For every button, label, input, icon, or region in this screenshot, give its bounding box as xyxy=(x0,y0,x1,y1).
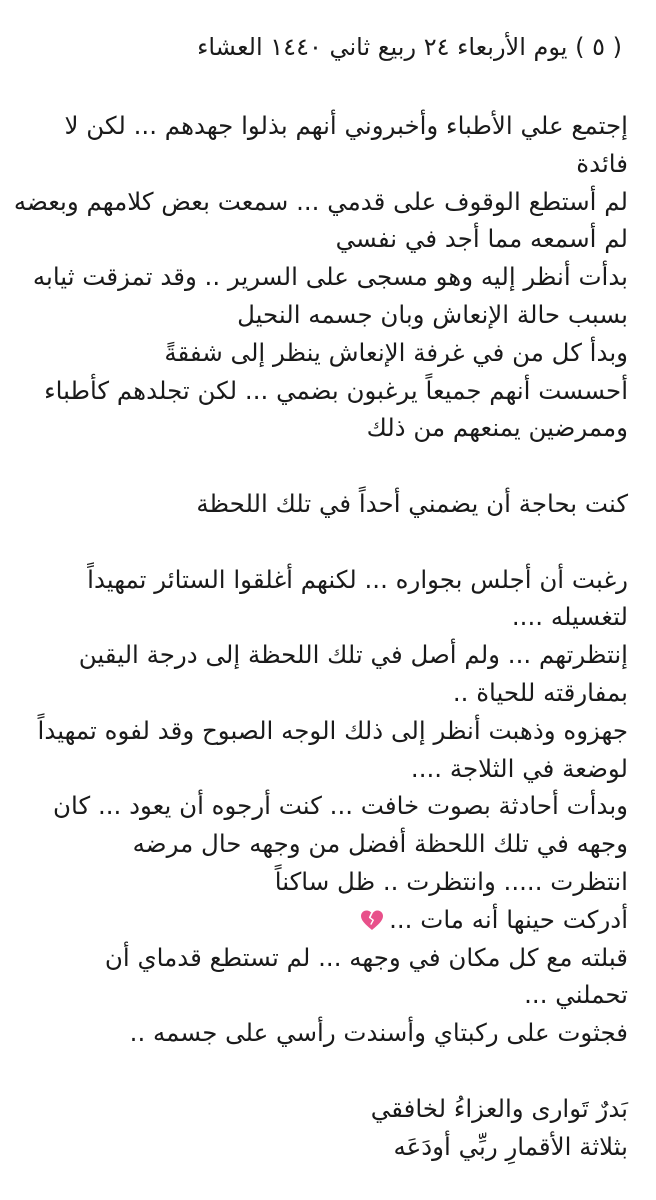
text-line: لم أسمعه مما أجد في نفسي xyxy=(335,224,628,254)
text-line: وبدأت أحادثة بصوت خافت ... كنت أرجوه أن يعود ... كان xyxy=(53,791,628,821)
text-line: بسبب حالة الإنعاش وبان جسمه النحيل xyxy=(237,299,628,329)
text-line: لوضعة في الثلاجة .... xyxy=(410,753,628,783)
text-line: لم أستطع الوقوف على قدمي ... سمعت بعض كلامهم وبعضه xyxy=(13,186,628,216)
paragraph-gap xyxy=(26,447,628,485)
text-line: وممرضين يمنعهم من ذلك xyxy=(366,413,628,443)
broken-heart-icon xyxy=(359,909,385,931)
text-line: أدركت حينها أنه مات ... xyxy=(389,904,628,934)
text-line: جهزوه وذهبت أنظر إلى ذلك الوجه الصبوح وقد لفوه تمهيداً xyxy=(37,715,628,745)
text-line: انتظرت ..... وانتظرت .. ظل ساكناً xyxy=(274,866,628,896)
poem-line: بَدرٌ تَوارى والعزاءُ لخافقي xyxy=(370,1093,628,1123)
text-line: إجتمع علي الأطباء وأخبروني أنهم بذلوا جهدهم ... لكن لا xyxy=(64,111,628,140)
text-line: بمفارقته للحياة .. xyxy=(452,677,628,707)
text-line: بدأت أنظر إليه وهو مسجى على السرير .. وقد تمزقت ثيابه xyxy=(32,262,628,292)
paragraph-gap xyxy=(26,523,628,561)
text-line: فائدة xyxy=(576,148,628,178)
text-line-with-icon xyxy=(26,901,628,939)
text-line: لتغسيله .... xyxy=(511,602,628,632)
text-line: فجثوت على ركبتاي وأسندت رأسي على جسمه .. xyxy=(129,1018,628,1048)
text-line: تحملني ... xyxy=(524,980,628,1010)
text-line: أحسست أنهم جميعاً يرغبون بضمي ... لكن تجلدهم كأطباء xyxy=(44,375,628,405)
text-line: إنتظرتهم ... ولم أصل في تلك اللحظة إلى درجة اليقين xyxy=(78,640,628,670)
text-line: وبدأ كل من في غرفة الإنعاش ينظر إلى شفقةً xyxy=(164,337,628,367)
text-line: كنت بحاجة أن يضمني أحداً في تلك اللحظة xyxy=(196,488,628,518)
text-line: وجهه في تلك اللحظة أفضل من وجهه حال مرضه xyxy=(132,829,628,859)
note-body xyxy=(13,107,628,1165)
text-line: قبلته مع كل مكان في وجهه ... لم تستطع قدماي أن xyxy=(104,942,628,972)
poem-line: بثلاثة الأقمارِ ربِّي أودَعَه xyxy=(393,1131,628,1161)
text-line: رغبت أن أجلس بجواره ... لكنهم أغلقوا الستائر تمهيداً xyxy=(87,564,628,594)
note-header: ( ٥ ) يوم الأربعاء ٢٤ ربيع ثاني ١٤٤٠ العشاء xyxy=(197,33,622,61)
paragraph-gap xyxy=(26,1052,628,1090)
